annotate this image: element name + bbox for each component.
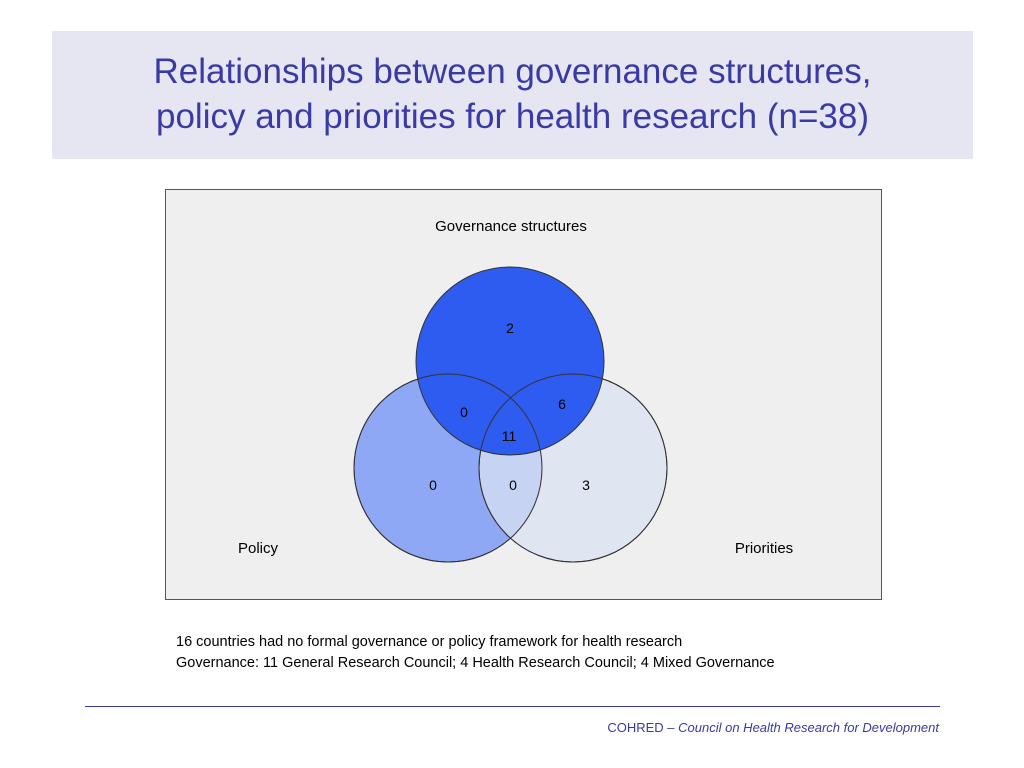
note-line-2: Governance: 11 General Research Council; 4 Health Research Council; 4 Mixed Governance bbox=[176, 655, 775, 671]
priorities-set-label: Priorities bbox=[734, 540, 794, 557]
slide-title-line2: policy and priorities for health research (n=38) bbox=[155, 97, 869, 136]
region-governance-priorities: 6 bbox=[558, 396, 566, 412]
note-line-1: 16 countries had no formal governance or policy framework for health research bbox=[176, 634, 683, 650]
slide-title bbox=[52, 49, 973, 139]
policy-set-label: Policy bbox=[237, 540, 279, 557]
region-priorities-only: 3 bbox=[582, 477, 590, 493]
footer-org-name: Council on Health Research for Development bbox=[678, 720, 939, 735]
region-policy-priorities: 0 bbox=[509, 477, 517, 493]
venn-diagram bbox=[165, 189, 882, 600]
governance-circle bbox=[416, 267, 604, 455]
governance-set-label: Governance structures bbox=[435, 218, 587, 235]
region-all-three: 11 bbox=[501, 428, 517, 444]
footer-prefix: COHRED – bbox=[607, 720, 679, 735]
notes bbox=[176, 632, 775, 674]
region-governance-policy: 0 bbox=[460, 404, 468, 420]
footer bbox=[607, 720, 939, 735]
region-governance-only: 2 bbox=[506, 320, 514, 336]
footer-divider bbox=[85, 706, 940, 707]
slide-title-line1: Relationships between governance structures, bbox=[153, 52, 872, 91]
region-policy-only: 0 bbox=[429, 477, 437, 493]
